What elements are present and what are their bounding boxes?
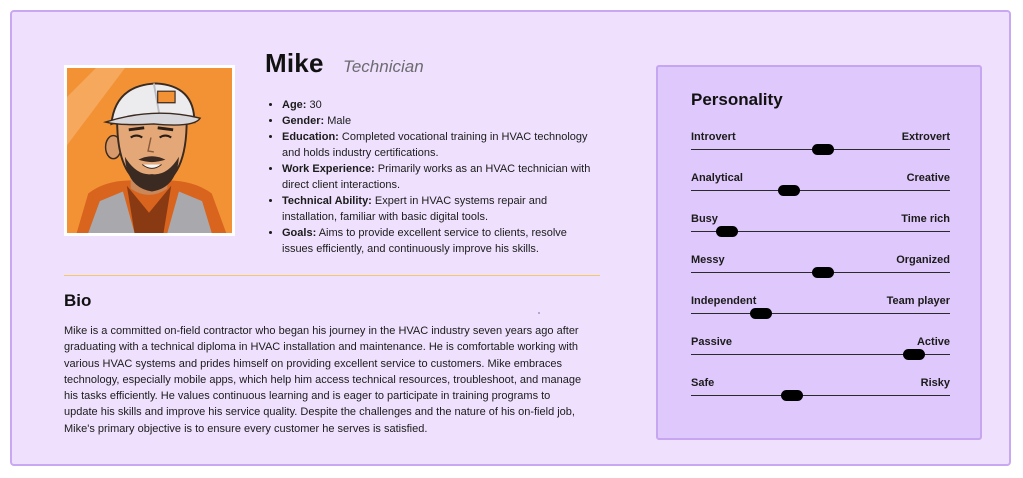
fact-value: 30 [309,99,322,111]
fact-work-experience [282,161,592,193]
bio-heading: Bio [64,291,92,310]
fact-value: Male [327,115,352,127]
fact-label: Technical Ability: [282,195,372,207]
fact-value: Completed vocational training in HVAC technology and holds industry certifications. [282,131,588,159]
fact-label: Education: [282,131,339,143]
fact-label: Gender: [282,115,325,127]
trait-slider-messy-organized [691,254,950,282]
trait-right-label: Extrovert [901,131,950,143]
trait-right-label: Team player [886,295,950,307]
trait-slider-handle[interactable] [778,185,800,196]
trait-slider-analytical-creative [691,172,950,200]
trait-left-label: Busy [691,213,718,225]
trait-left-label: Analytical [691,172,743,184]
fact-value: Aims to provide excellent service to clients, resolve issues efficiently, and continuously improve his skills. [282,227,567,255]
trait-slider-handle[interactable] [750,308,772,319]
fact-age [282,97,592,113]
trait-left-label: Introvert [691,131,736,143]
trait-track[interactable] [691,395,950,396]
trait-slider-independent-team-player [691,295,950,323]
trait-right-label: Organized [896,254,950,266]
trait-slider-handle[interactable] [781,390,803,401]
trait-track[interactable] [691,313,950,314]
section-divider [64,275,600,276]
persona-card [10,10,1011,466]
trait-slider-handle[interactable] [903,349,925,360]
personality-panel [656,65,982,440]
trait-left-label: Safe [691,377,715,389]
persona-name: Mike [265,48,324,78]
fact-goals [282,225,592,257]
trait-slider-introvert-extrovert [691,131,950,159]
personality-heading: Personality [691,90,783,109]
persona-role: Technician [343,57,424,76]
fact-label: Age: [282,99,307,111]
technician-portrait-icon [64,65,235,236]
trait-slider-safe-risky [691,377,950,405]
trait-slider-handle[interactable] [812,144,834,155]
trait-slider-handle[interactable] [812,267,834,278]
fact-label: Work Experience: [282,163,375,175]
trait-slider-handle[interactable] [716,226,738,237]
trait-left-label: Passive [691,336,732,348]
fact-value: Primarily works as an HVAC technician with direct client interactions. [282,163,591,191]
fact-education [282,129,592,161]
trait-right-label: Risky [920,377,950,389]
trait-slider-passive-active [691,336,950,364]
trait-track[interactable] [691,190,950,191]
trait-left-label: Independent [691,295,757,307]
fact-technical-ability [282,193,592,225]
decorative-dot [538,312,540,314]
persona-facts-list [268,97,592,257]
trait-slider-busy-time-rich [691,213,950,241]
bio-text: Mike is a committed on-field contractor who began his journey in the HVAC industry seven years ago after graduating with a technical diploma in HVAC installation and maintenance. He is comfortable working with various HVAC systems and prides himself on providing excellent service to customers. Mike embraces technology, especially mobile apps, which help him access technical resources, troubleshoot, and manage his tasks efficiently. He values continuous learning and is eager to participate in training programs to update his skills and improve his service quality. Despite the challenges and the nature of his on-field job, Mike's primary objective is to ensure every customer he serves is satisfied. [64,325,582,435]
trait-right-label: Active [916,336,950,348]
fact-label: Goals: [282,227,317,239]
fact-value: Expert in HVAC systems repair and installation, familiar with basic digital tools. [282,195,548,223]
fact-gender [282,113,592,129]
trait-right-label: Creative [906,172,950,184]
trait-left-label: Messy [691,254,725,266]
trait-right-label: Time rich [901,213,950,225]
